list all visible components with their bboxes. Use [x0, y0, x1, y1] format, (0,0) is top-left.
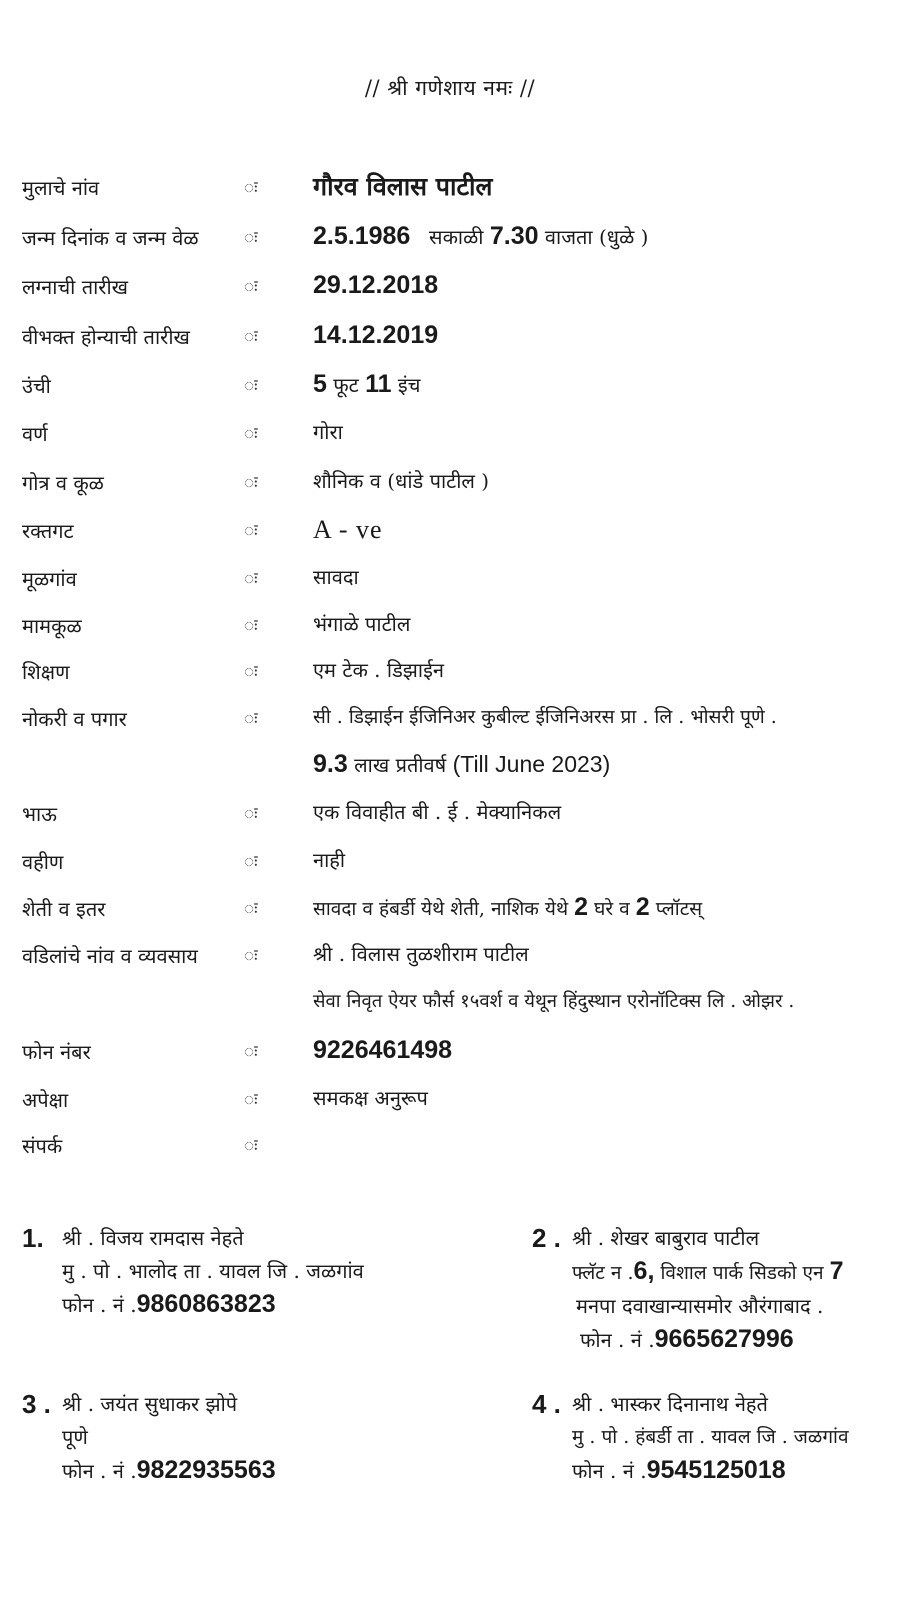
field-row-father-occupation	[0, 982, 900, 1028]
field-row-expectation	[0, 1078, 900, 1124]
field-value-maternal-family: भंगाळे पाटील	[313, 612, 411, 636]
contact-name: श्री . शेखर बाबुराव पाटील	[572, 1226, 760, 1250]
field-row-property	[0, 887, 900, 933]
contact-number: 4 .	[532, 1389, 561, 1419]
field-colon: ः	[244, 569, 258, 589]
field-value-gotra: शौनिक व (धांडे पाटील )	[313, 469, 490, 493]
field-value-salary	[313, 750, 610, 779]
contact-name: श्री . विजय रामदास नेहते	[62, 1226, 244, 1250]
field-value-marriage-date: 29.12.2018	[313, 271, 439, 299]
field-value-expectation: समकक्ष अनुरूप	[313, 1086, 428, 1110]
field-colon: ः	[244, 228, 258, 248]
contact-phone-label: फोन . नं .	[62, 1459, 137, 1483]
field-row-blood-group	[0, 509, 900, 555]
contact-card-2	[532, 1222, 892, 1357]
field-label: मुलाचे नांव	[22, 176, 100, 200]
property-text-b: घरे व	[594, 898, 630, 920]
field-value-father-occupation: सेवा निवृत ऐयर फौर्स १५वर्श व येथून हिंदुस्थान एरोनॉटिक्स लि . ओझर .	[313, 991, 795, 1012]
field-value-job: सी . डिझाईन ईजिनिअर कुबील्ट ईजिनिअरस प्रा . लि . भोसरी पूणे .	[313, 706, 777, 728]
birth-date: 2.5.1986	[313, 222, 411, 250]
field-row-maternal-family	[0, 604, 900, 650]
contact-phone: 9822935563	[136, 1456, 276, 1484]
field-label: अपेक्षा	[22, 1088, 69, 1112]
height-feet: 5	[313, 370, 327, 398]
field-colon: ः	[244, 521, 258, 541]
field-label: रक्तगट	[22, 519, 74, 543]
field-label: शेती व इतर	[22, 897, 106, 921]
field-row-father	[0, 934, 900, 980]
contact-card-1	[22, 1222, 462, 1322]
contact-phone-line	[572, 1454, 892, 1488]
field-colon: ः	[244, 1090, 258, 1110]
birth-time: 7.30	[489, 222, 539, 250]
contact-number: 1.	[22, 1223, 44, 1253]
salary-amount: 9.3	[313, 750, 348, 778]
field-colon: ः	[244, 424, 258, 444]
field-row-job	[0, 697, 900, 743]
field-label: लग्नाची तारीख	[22, 275, 128, 299]
field-colon: ः	[244, 899, 258, 919]
field-value-phone: 9226461498	[313, 1036, 453, 1064]
invocation-header: // श्री गणेशाय नमः //	[364, 76, 536, 100]
field-label: शिक्षण	[22, 660, 70, 684]
field-label: उंची	[22, 374, 51, 398]
field-value-height	[313, 370, 420, 399]
field-colon: ः	[244, 804, 258, 824]
property-text-c: प्लॉटस्	[655, 898, 703, 920]
birth-time-prefix: सकाळी	[429, 225, 484, 249]
contact-phone-label: फोन . नं .	[580, 1328, 655, 1352]
field-row-sister	[0, 840, 900, 886]
field-value-brother: एक विवाहीत बी . ई . मेक्यानिकल	[313, 800, 562, 824]
field-colon: ः	[244, 616, 258, 636]
field-colon: ः	[244, 1042, 258, 1062]
field-row-gotra	[0, 461, 900, 507]
field-label: मूळगांव	[22, 567, 77, 591]
field-label: वहीण	[22, 850, 64, 874]
field-row-separation-date	[0, 315, 900, 361]
contact-phone: 9665627996	[654, 1325, 794, 1353]
contact-phone: 9545125018	[646, 1456, 786, 1484]
salary-text: लाख प्रतीवर्ष	[354, 753, 447, 777]
contact-phone-label: फोन . नं .	[572, 1459, 647, 1483]
field-row-height	[0, 364, 900, 410]
contact-address-prefix: फ्लॅट न .	[572, 1262, 634, 1284]
field-label: फोन नंबर	[22, 1040, 91, 1064]
contact-address: पूणे	[62, 1425, 88, 1449]
field-colon: ः	[244, 662, 258, 682]
field-label: संपर्क	[22, 1134, 63, 1158]
field-value-separation-date: 14.12.2019	[313, 321, 439, 349]
height-inches-unit: इंच	[397, 373, 421, 397]
property-houses-count: 2	[574, 893, 589, 921]
field-colon: ः	[244, 178, 258, 198]
contact-address-sector: 7	[829, 1257, 844, 1285]
contact-address-flat: 6,	[633, 1257, 655, 1285]
field-colon: ः	[244, 1136, 258, 1156]
field-row-phone	[0, 1030, 900, 1076]
birth-time-suffix: वाजता (धुळे )	[544, 225, 649, 249]
field-colon: ः	[244, 946, 258, 966]
field-row-education	[0, 650, 900, 696]
contact-address-mid: विशाल पार्क सिडको एन	[660, 1262, 824, 1284]
field-row-marriage-date	[0, 265, 900, 311]
field-value-sister: नाही	[313, 848, 346, 872]
field-value-property	[313, 893, 702, 922]
height-feet-unit: फूट	[333, 373, 359, 397]
contact-address: मु . पो . भालोद ता . यावल जि . जळगांव	[62, 1259, 364, 1283]
contact-number: 2 .	[532, 1223, 561, 1253]
field-label: मामकूळ	[22, 614, 82, 638]
field-value-education: एम टेक . डिझाईन	[313, 658, 444, 682]
field-value-father: श्री . विलास तुळशीराम पाटील	[313, 942, 529, 966]
field-value-blood-group: A - ve	[313, 515, 383, 544]
field-label: वीभक्त होन्याची तारीख	[22, 325, 190, 349]
field-label: वडिलांचे नांव व व्यवसाय	[22, 944, 198, 968]
contact-card-3	[22, 1388, 462, 1488]
contact-name: श्री . भास्कर दिनानाथ नेहते	[572, 1392, 768, 1416]
field-row-name	[0, 166, 900, 212]
field-label: वर्ण	[22, 422, 48, 446]
field-value-name: गौरव विलास पाटील	[313, 172, 493, 201]
field-colon: ः	[244, 277, 258, 297]
field-row-brother	[0, 792, 900, 838]
contact-address	[572, 1255, 892, 1290]
field-row-birth	[0, 216, 900, 262]
field-row-contact	[0, 1124, 900, 1170]
field-colon: ः	[244, 327, 258, 347]
field-colon: ः	[244, 709, 258, 729]
property-plots-count: 2	[635, 893, 650, 921]
field-colon: ः	[244, 852, 258, 872]
field-label: जन्म दिनांक व जन्म वेळ	[22, 226, 199, 250]
field-label: गोत्र व कूळ	[22, 471, 104, 495]
contact-phone: 9860863823	[136, 1290, 276, 1318]
contact-phone-line	[62, 1288, 462, 1322]
field-colon: ः	[244, 473, 258, 493]
field-value-native-place: सावदा	[313, 565, 359, 589]
contact-card-4	[532, 1388, 892, 1488]
field-row-complexion	[0, 412, 900, 458]
height-inches: 11	[365, 370, 392, 398]
salary-note: (Till June 2023)	[452, 751, 611, 777]
contact-phone-line	[572, 1323, 892, 1357]
contact-phone-line	[62, 1454, 462, 1488]
field-value-complexion: गोरा	[313, 420, 343, 444]
field-row-salary	[0, 744, 900, 790]
field-label: भाऊ	[22, 802, 57, 826]
property-text-a: सावदा व हंबर्डी येथे शेती, नाशिक येथे	[313, 898, 569, 920]
field-colon: ः	[244, 376, 258, 396]
field-value-birth	[313, 222, 648, 251]
contact-phone-label: फोन . नं .	[62, 1293, 137, 1317]
contact-address: मु . पो . हंबर्डी ता . यावल जि . जळगांव	[572, 1426, 849, 1448]
field-label: नोकरी व पगार	[22, 707, 127, 731]
contact-address-2: मनपा दवाखान्यासमोर औरंगाबाद .	[576, 1294, 824, 1318]
field-row-native-place	[0, 557, 900, 603]
contact-number: 3 .	[22, 1389, 51, 1419]
contact-name: श्री . जयंत सुधाकर झोपे	[62, 1392, 238, 1416]
